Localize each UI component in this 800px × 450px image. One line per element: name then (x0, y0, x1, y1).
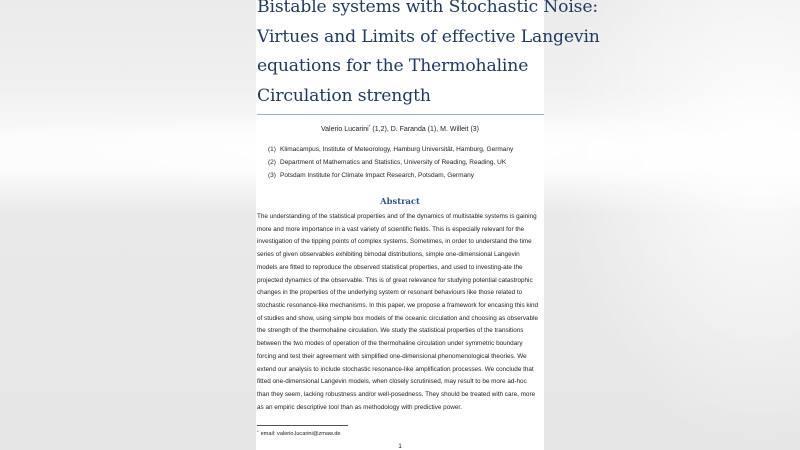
affiliation-text: Potsdam Institute for Climate Impact Research, Potsdam, Germany (280, 172, 474, 179)
paper-title (257, 0, 600, 111)
abstract-line: extend our analysis to include stochastic resonance-like amplification processes. We conclude that (257, 365, 534, 373)
page-number: 1 (398, 443, 402, 450)
abstract-heading: Abstract (380, 196, 420, 206)
abstract-line: forcing and test their agreement with simplified one-dimensional phenomenological theories. We (257, 352, 527, 360)
title-divider (257, 114, 544, 115)
footnote-divider (257, 425, 348, 426)
affiliation-number: (2) (268, 159, 276, 166)
author-list (256, 124, 544, 133)
affiliation-item (268, 169, 513, 182)
affiliation-number: (3) (268, 172, 276, 179)
abstract-line: series of given observables exhibiting bimodal distributions, simple one-dimensional Langevin (257, 251, 520, 259)
abstract-line: fitted one-dimensional Langevin models, when closely scrutinised, may result to be more ad-hoc (257, 378, 527, 386)
title-line: Circulation strength (257, 85, 431, 106)
abstract-line: projected dynamics of the observable. This is of great relevance for studying potential catastrophic (257, 276, 533, 284)
affiliation-item (268, 156, 513, 169)
abstract-line: investigation of the tipping points of complex systems. Sometimes, in order to understand the time (257, 238, 532, 246)
title-line: Virtues and Limits of effective Langevin (257, 26, 600, 47)
affiliations (268, 143, 513, 182)
title-line: equations for the Thermohaline (257, 56, 529, 77)
title-line: Bistable systems with Stochastic Noise: (257, 0, 598, 17)
abstract-line: The understanding of the statistical properties and of the dynamics of multistable systems is gaining (257, 213, 537, 220)
document-page (256, 0, 600, 450)
footnote (257, 429, 341, 437)
affiliation-text: Klimacampus, Institute of Meteorology, Hamburg Universität, Hamburg, Germany (280, 146, 514, 153)
affiliation-text: Department of Mathematics and Statistics, University of Reading, Reading, UK (280, 159, 507, 166)
abstract-line: as an empiric descriptive tool than as methodology with predictive power. (257, 403, 462, 411)
affiliation-number: (1) (268, 146, 276, 153)
abstract-line: more and more importance in a vast variety of scientific fields. This is especially relevant for the (257, 225, 525, 233)
other-authors: (1,2), D. Faranda (1), M. Willeit (3) (370, 126, 480, 133)
abstract-line: between the two modes of operation of the thermohaline circulation under symmetric boundary (257, 340, 523, 348)
abstract-line: changes in the properties of the underlying system or resonant behaviours like those related to (257, 289, 523, 297)
abstract-line: models are fitted to reproduce the observed statistical properties, and used to investing-ate the (257, 263, 523, 271)
first-author: Valerio Lucarini (320, 126, 369, 133)
footnote-marker: * (368, 124, 371, 129)
abstract-line: the strength of the thermohaline circulation. We study the statistical properties of the transitions (257, 327, 524, 335)
abstract-line: stochastic resonance-like mechanisms. In this paper, we propose a framework for encasing this kind (257, 302, 539, 310)
footnote-email: email: valerio.lucarini@zmaw.de (260, 431, 341, 437)
abstract-line: than they seem, lacking robustness and/or well-posedness. They should be treated with care, more (257, 391, 536, 399)
footnote-mark: * (257, 429, 259, 434)
abstract-line: of studies and show, using simple box models of the oceanic circulation and choosing as observable (257, 314, 539, 322)
abstract-body (257, 211, 543, 415)
affiliation-item (268, 143, 513, 156)
